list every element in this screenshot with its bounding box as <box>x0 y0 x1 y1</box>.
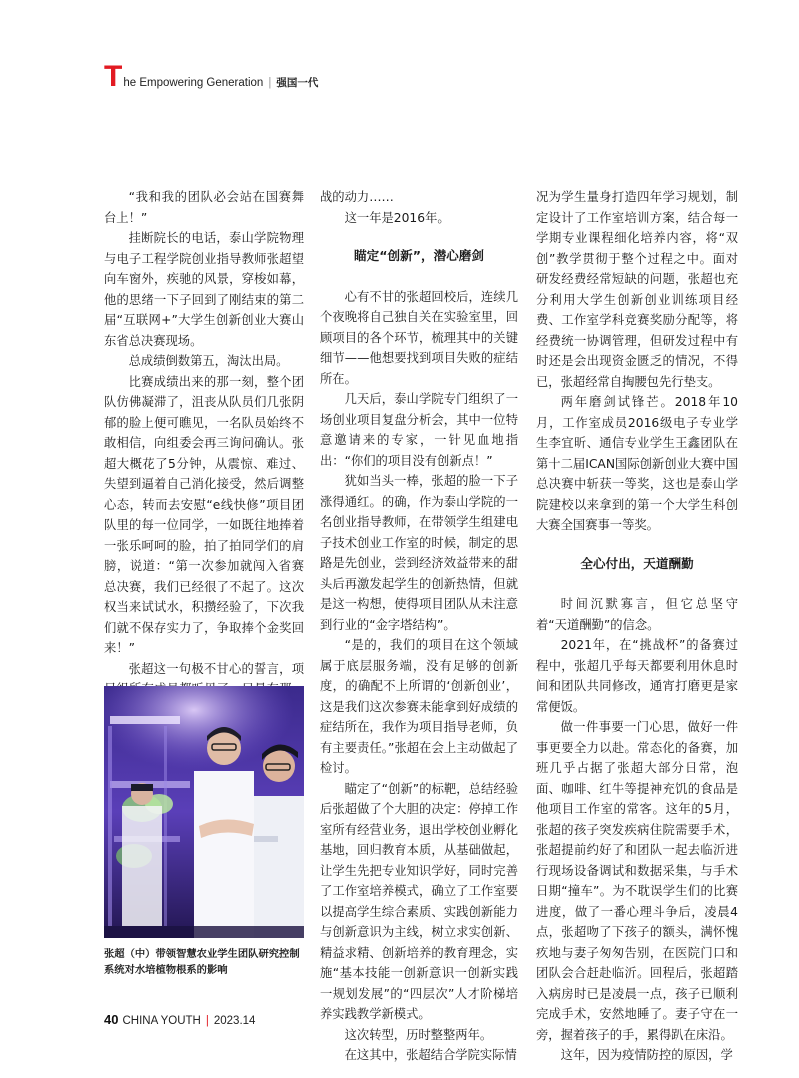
paragraph: 况为学生量身打造四年学习规划，制定设计了工作室培训方案，结合每一学期专业课程细化培养内容，将“双创”教学贯彻于整个过程之中。面对研发经费经常短缺的问题，张超也充分利用大学生创新创业训练项目经费、工作室学科竞赛奖励分配等，将经费统一协调管理，但研发过程中有时还是会出现资金匮乏的情况，不得已，张超经常自掏腰包先行垫支。 <box>536 190 738 389</box>
paragraph: “是的，我们的项目在这个领域属于底层服务端，没有足够的创新度，的确配不上所谓的‘创新创业’，这是我们这次参赛未能拿到好成绩的症结所在，我作为项目指导老师，负有主要责任。”张超在会上主动做起了检讨。 <box>320 638 518 775</box>
running-header <box>104 60 319 93</box>
article-column-1 <box>104 187 304 687</box>
paragraph: 做一件事要一门心思，做好一件事更要全力以赴。常态化的备赛，加班几乎占据了张超大部分日常，泡面、咖啡、红牛等提神充饥的食品是他项目工作室的常客。这年的5月，张超的孩子突发疾病住院需要手术，张超提前约好了和团队一起去临沂进行现场设备调试和数据采集，与手术日期“撞车”。为不耽误学生们的比赛进度，做了一番心理斗争后，凌晨4点，张超吻了下孩子的额头，满怀愧疚地与妻子匆匆告别，在医院门口和团队会合赶赴临沂。回程后，张超踏入病房时已是凌晨一点，孩子已顺利完成手术，安然地睡了。妻子守在一旁，握着孩子的手，累得趴在床沿。 <box>536 720 738 1042</box>
header-series-title: he Empowering Generation <box>123 77 264 89</box>
paragraph: 战的动力…… <box>320 190 394 204</box>
paragraph: 犹如当头一棒，张超的脸一下子涨得通红。的确，作为泰山学院的一名创业指导教师，在带领学生组建电子技术创业工作室的时候，制定的思路是先创业，尝到经济效益带来的甜头后再激发起学生的创新热情，但就是这一构想，使得项目团队从未注意到行业的“金字塔结构”。 <box>320 474 518 632</box>
paragraph: 2021年，在“挑战杯”的备赛过程中，张超几乎每天都要利用休息时间和团队共同修改，通宵打磨更是家常便饭。 <box>536 638 738 714</box>
lab-photo-illustration <box>104 686 304 938</box>
paragraph: 张超这一句极不甘心的誓言，项 <box>128 661 304 676</box>
paragraph: 几天后，泰山学院专门组织了一场创业项目复盘分析会，其中一位特意邀请来的专家，一针见血地指出：“你们的项目没有创新点！” <box>320 392 518 468</box>
header-column-name: 强国一代 <box>276 77 319 89</box>
paragraph: 时间沉默寡言，但它总坚守着“天道酬勤”的信念。 <box>536 597 738 632</box>
page-footer <box>104 1012 255 1027</box>
issue-number: 2023.14 <box>213 1015 256 1027</box>
footer-separator: | <box>205 1015 209 1027</box>
paragraph: 瞄定了“创新”的标靶，总结经验后张超做了个大胆的决定：停掉工作室所有经营业务，退出学校创业孵化基地，回归教育本质，从基础做起，让学生先把专业知识学好，同时完善了工作室培养模式，确立了工作室要以提高学生综合素质、实践创新能力与创新意识为主线，树立求实创新、精益求精、创新培养的教育理念，实施“基本技能一创新意识一创新实践一规划发展”的“四层次”人才阶梯培养实践教学新模式。 <box>320 781 518 1021</box>
page-number: 40 <box>104 1012 119 1027</box>
section-heading: 瞄定“创新”，潜心磨剑 <box>354 248 484 263</box>
lab-photo <box>104 686 304 938</box>
paragraph: 这一年是2016年。 <box>344 210 450 225</box>
paragraph: 在这其中，张超结合学院实际情 <box>344 1048 517 1062</box>
section-heading: 全心付出，天道酬勤 <box>580 555 694 571</box>
paragraph: 总成绩倒数第五，淘汰出局。 <box>128 354 289 368</box>
paragraph: “我和我的团队必会站在国赛舞台上！” <box>104 190 304 225</box>
header-separator: | <box>268 77 272 89</box>
article-column-2 <box>320 187 518 1062</box>
magazine-name: CHINA YOUTH <box>122 1015 201 1027</box>
paragraph: 这次转型，历时整整两年。 <box>344 1027 493 1042</box>
paragraph: 比赛成绩出来的那一刻，整个团队仿佛凝滞了，沮丧从队员们几张阴郁的脸上便可瞧见，一名队员始终不敢相信，向组委会再三询问确认。张超大概花了5分钟，从震惊、难过、失望到逼着自己消化接受，然后调整心态，转而去安慰“e线快修”项目团队里的每一位同学，一如既往地捧着一张乐呵呵的脸，拍了拍同学们的肩膀，说道：“第一次参加就闯入省赛总决赛，我们已经很了不起了。这次权当来试试水，积攒经验了，下次我们就不保存实力了，争取捧个金奖回来！” <box>104 374 304 655</box>
photo-caption: 张超（中）带领智慧农业学生团队研究控制系统对水培植物根系的影响 <box>104 948 300 976</box>
paragraph: 心有不甘的张超回校后，连续几个夜晚将自己独自关在实验室里，回顾项目的各个环节，梳理其中的关键细节——他想要找到项目失败的症结所在。 <box>320 289 518 386</box>
paragraph: 挂断院长的电话，泰山学院物理与电子工程学院创业指导教师张超望向车窗外，疾驰的风景，穿梭如幕，他的思绪一下子回到了刚结束的第二届“互联网+”大学生创新创业大赛山东省总决赛现场。 <box>104 231 304 348</box>
paragraph: 两年磨剑试锋芒。2018年10月，工作室成员2016级电子专业学生李宜昕、通信专业学生王鑫团队在第十二届ICAN国际创新创业大赛中国总决赛中斩获一等奖，这也是泰山学院建校以来拿到的第一个大学生科创大赛全国赛事一等奖。 <box>536 395 738 532</box>
paragraph: 这年，因为疫情防控的原因，学 <box>560 1048 733 1062</box>
article-column-3 <box>536 187 738 1062</box>
header-initial-letter: T <box>104 60 123 93</box>
